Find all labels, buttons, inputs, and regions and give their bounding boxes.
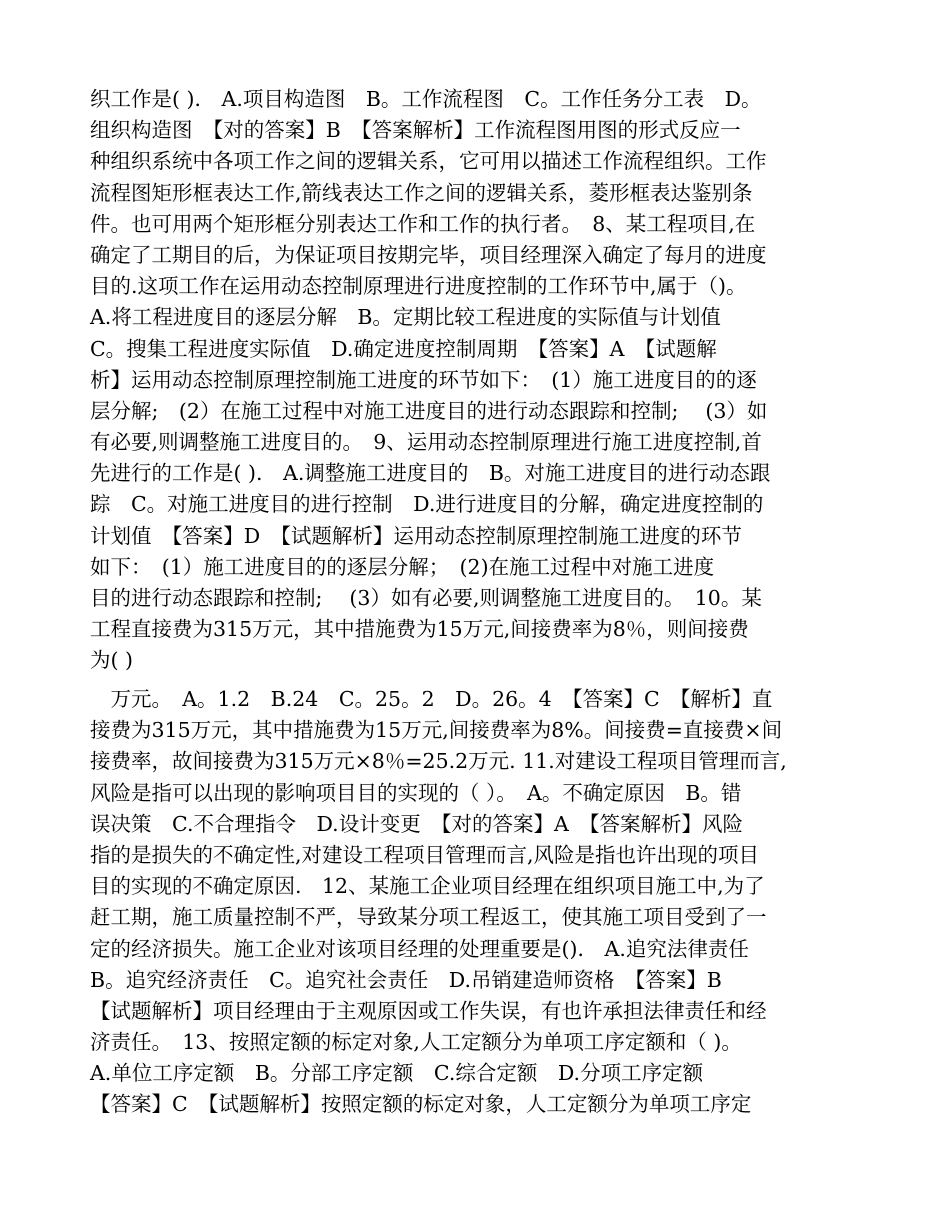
text-line: 种组织系统中各项工作之间的逻辑关系，它可用以描述工作流程组织。工作 xyxy=(90,149,767,174)
text-paragraph xyxy=(90,684,865,1121)
text-line: 【答案】C 【试题解析】按照定额的标定对象，人工定额分为单项工序定 xyxy=(90,1092,752,1117)
text-line: 目的实现的不确定原因. 12、某施工企业项目经理在组织项目施工中,为了 xyxy=(90,874,765,899)
text-line: 织工作是( )． A.项目构造图 B。工作流程图 C。工作任务分工表 D。 xyxy=(90,87,762,111)
text-line: B。追究经济责任 C。追究社会责任 D.吊销建造师资格 【答案】B xyxy=(90,967,722,992)
text-line: A.将工程进度目的逐层分解 B。定期比较工程进度的实际值与计划值 xyxy=(90,305,721,330)
text-line: 误决策 C.不合理指令 D.设计变更 【对的答案】A 【答案解析】风险 xyxy=(90,811,743,836)
text-line: 接费率，故间接费为315万元×8％=25.2万元. 11.对建设工程项目管理而言, xyxy=(90,749,787,774)
text-line: 如下： (1）施工进度目的的逐层分解； (2)在施工过程中对施工进度 xyxy=(90,554,715,579)
text-line: 流程图矩形框表达工作,箭线表达工作之间的逻辑关系，菱形框表达鉴别条 xyxy=(90,180,753,205)
text-line: 赶工期，施工质量控制不严，导致某分项工程返工，使其施工项目受到了一 xyxy=(90,905,767,930)
text-line: 析】运用动态控制原理控制施工进度的环节如下： (1）施工进度目的的逐 xyxy=(90,367,757,392)
text-line: 先进行的工作是( ). A.调整施工进度目的 B。对施工进度目的进行动态跟 xyxy=(90,461,771,486)
text-line: 目的进行动态跟踪和控制; (3）如有必要,则调整施工进度目的。 10。某 xyxy=(90,586,762,610)
text-line: 组织构造图 【对的答案】B 【答案解析】工作流程图用图的形式反应一 xyxy=(90,118,741,143)
text-line: 接费为315万元，其中措施费为15万元,间接费率为8%。间接费=直接费×间 xyxy=(90,718,783,743)
text-line: 层分解; (2）在施工过程中对施工进度目的进行动态跟踪和控制; (3）如 xyxy=(90,398,768,423)
text-line: 踪 C。对施工进度目的进行控制 D.进行进度目的分解，确定进度控制的 xyxy=(90,492,764,517)
text-line: 定的经济损失。施工企业对该项目经理的处理重要是()． A.追究法律责任 xyxy=(90,936,749,961)
text-line: 计划值 【答案】D 【试题解析】运用动态控制原理控制施工进度的环节 xyxy=(90,523,742,548)
text-line: 有必要,则调整施工进度目的。 9、运用动态控制原理进行施工进度控制,首 xyxy=(90,430,762,455)
text-line: 为( ) xyxy=(90,648,134,673)
text-line: 济责任。 13、按照定额的标定对象,人工定额分为单项工序定额和（ )。 xyxy=(90,1030,742,1055)
text-line: 工程直接费为315万元，其中措施费为15万元,间接费率为8％，则间接费 xyxy=(90,617,749,642)
text-paragraph xyxy=(90,84,865,677)
text-line: 指的是损失的不确定性,对建设工程项目管理而言,风险是指也许出现的项目 xyxy=(90,842,760,867)
text-line: 万元。 A。1.2 B.24 C。25。2 D。26。4 【答案】C 【解析】直 xyxy=(90,687,773,711)
text-line: 确定了工期目的后，为保证项目按期完毕，项目经理深入确定了每月的进度 xyxy=(90,242,767,267)
text-line: 【试题解析】项目经理由于主观原因或工作失误，有也许承担法律责任和经 xyxy=(90,998,767,1023)
text-line: 目的.这项工作在运用动态控制原理进行进度控制的工作环节中,属于（)。 xyxy=(90,274,747,299)
text-line: 件。也可用两个矩形框分别表达工作和工作的执行者。 8、某工程项目,在 xyxy=(90,211,756,236)
text-line: A.单位工序定额 B。分部工序定额 C.综合定额 D.分项工序定额 xyxy=(90,1061,704,1086)
text-line: C。搜集工程进度实际值 D.确定进度控制周期 【答案】A 【试题解 xyxy=(90,336,717,361)
text-line: 风险是指可以出现的影响项目目的实现的（ ）。 A。不确定原因 B。错 xyxy=(90,780,742,805)
